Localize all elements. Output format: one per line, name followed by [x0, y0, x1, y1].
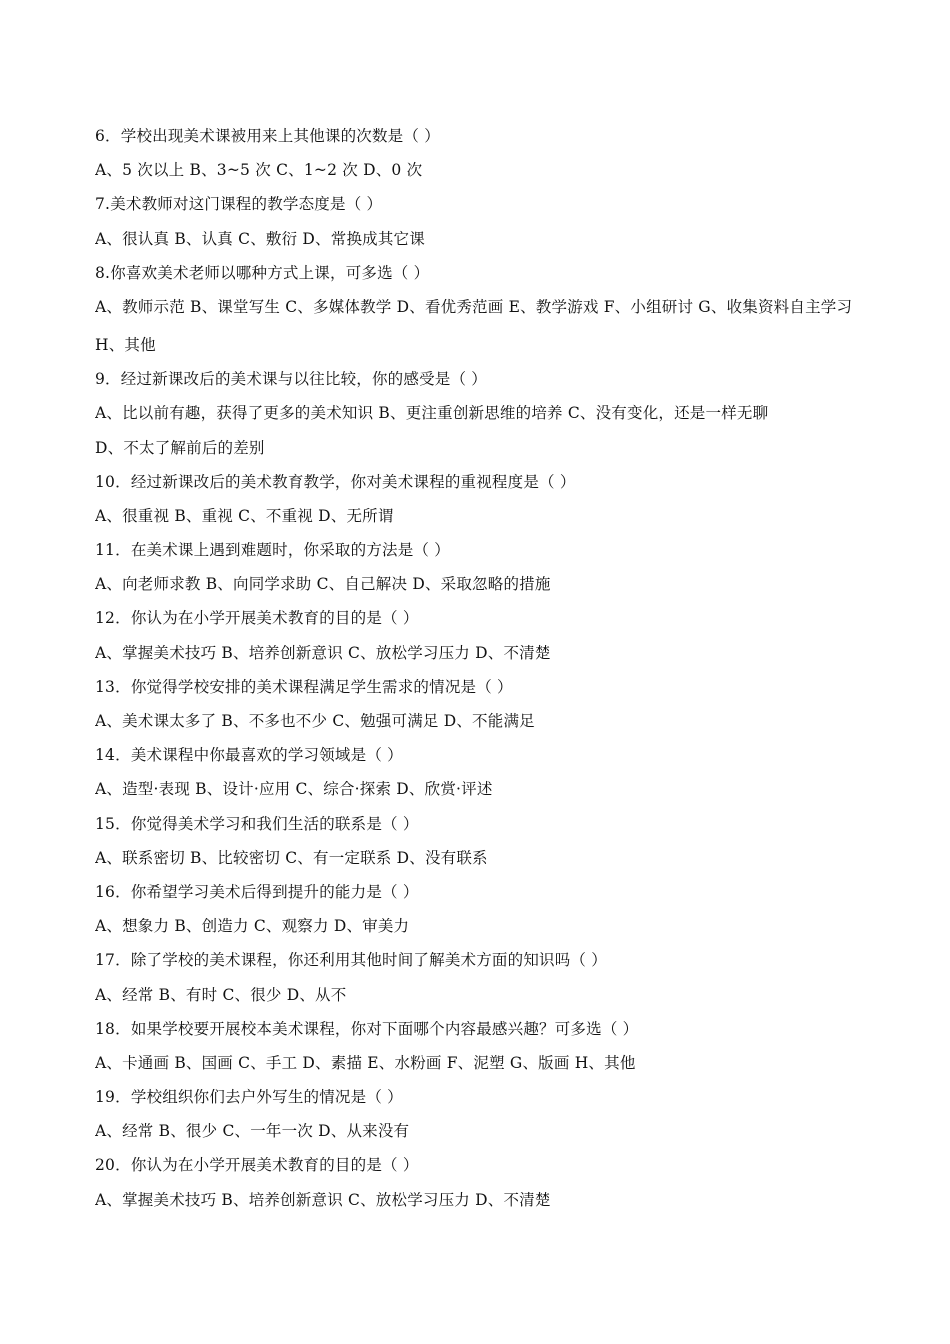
answer-options-9: A、比以前有趣，获得了更多的美术知识 B、更注重创新思维的培养 C、没有变化，还是一样无聊 — [95, 404, 769, 423]
question-10: 10．经过新课改后的美术教育教学，你对美术课程的重视程度是（ ） — [95, 472, 576, 491]
question-7: 7.美术教师对这门课程的教学态度是（ ） — [95, 195, 383, 214]
answer-options-13: A、美术课太多了 B、不多也不少 C、勉强可满足 D、不能满足 — [95, 712, 535, 730]
answer-options-12: A、掌握美术技巧 B、培养创新意识 C、放松学习压力 D、不清楚 — [95, 643, 551, 662]
question-9: 9．经过新课改后的美术课与以往比较，你的感受是（ ） — [95, 370, 487, 389]
question-6: 6．学校出现美术课被用来上其他课的次数是（ ） — [95, 127, 440, 145]
question-14: 14．美术课程中你最喜欢的学习领域是（ ） — [95, 746, 403, 765]
question-20: 20．你认为在小学开展美术教育的目的是（ ） — [95, 1156, 419, 1175]
answer-options-19: A、经常 B、很少 C、一年一次 D、从来没有 — [95, 1122, 410, 1141]
answer-options-20: A、掌握美术技巧 B、培养创新意识 C、放松学习压力 D、不清楚 — [95, 1190, 551, 1209]
answer-options-18: A、卡通画 B、国画 C、手工 D、素描 E、水粉画 F、泥塑 G、版画 H、其他 — [95, 1053, 636, 1072]
question-17: 17．除了学校的美术课程，你还利用其他时间了解美术方面的知识吗（ ） — [95, 951, 607, 970]
question-18: 18．如果学校要开展校本美术课程，你对下面哪个内容最感兴趣？可多选（ ） — [95, 1019, 639, 1038]
question-13: 13．你觉得学校安排的美术课程满足学生需求的情况是（ ） — [95, 677, 513, 696]
question-12: 12．你认为在小学开展美术教育的目的是（ ） — [95, 609, 419, 628]
survey-questions — [95, 124, 895, 1222]
answer-options-6: A、5 次以上 B、3~5 次 C、1~2 次 D、0 次 — [95, 161, 423, 180]
answer-options-17: A、经常 B、有时 C、很少 D、从不 — [95, 985, 347, 1004]
answer-options-11: A、向老师求教 B、向同学求助 C、自己解决 D、采取忽略的措施 — [95, 575, 551, 594]
answer-options-15: A、联系密切 B、比较密切 C、有一定联系 D、没有联系 — [95, 848, 488, 867]
answer-options-8-cont: H、其他 — [95, 335, 156, 354]
question-8: 8.你喜欢美术老师以哪种方式上课，可多选（ ） — [95, 263, 430, 282]
answer-options-10: A、很重视 B、重视 C、不重视 D、无所谓 — [95, 506, 394, 525]
answer-options-7: A、很认真 B、认真 C、敷衍 D、常换成其它课 — [95, 229, 425, 248]
answer-options-16: A、想象力 B、创造力 C、观察力 D、审美力 — [95, 917, 410, 936]
question-15: 15．你觉得美术学习和我们生活的联系是（ ） — [95, 814, 419, 833]
answer-options-8: A、教师示范 B、课堂写生 C、多媒体教学 D、看优秀范画 E、教学游戏 F、小组研讨 G、收集资料自主学习 — [95, 297, 853, 316]
question-16: 16．你希望学习美术后得到提升的能力是（ ） — [95, 882, 419, 901]
answer-options-14: A、造型·表现 B、设计·应用 C、综合·探索 D、欣赏·评述 — [95, 780, 493, 799]
answer-options-9-cont: D、不太了解前后的差别 — [95, 438, 265, 457]
question-11: 11．在美术课上遇到难题时，你采取的方法是（ ） — [95, 541, 450, 560]
question-19: 19．学校组织你们去户外写生的情况是（ ） — [95, 1088, 403, 1107]
